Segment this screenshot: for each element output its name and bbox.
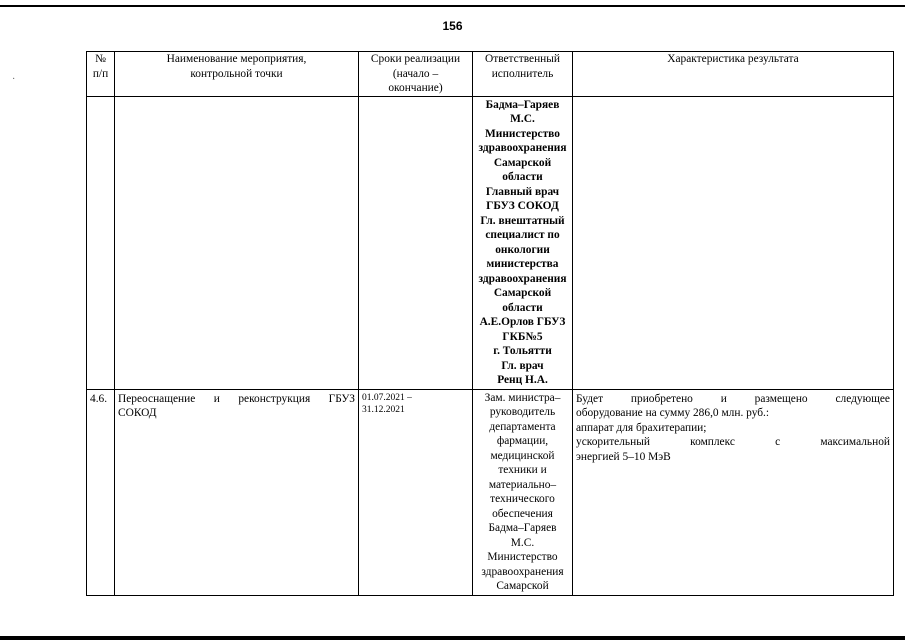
cell-name: Переоснащение и реконструкция ГБУЗ СОКОД <box>115 389 359 595</box>
page-number: 156 <box>442 19 463 33</box>
header-responsible: Ответственный исполнитель <box>473 52 573 97</box>
table-row-continued <box>87 96 894 389</box>
margin-mark: · <box>12 74 16 85</box>
cell-responsible: Зам. министра– руководитель департамента фармации, медицинской техники и материально– технического обеспечения Бадма–Гаряев М.С. Министерство здравоохранения Самарской <box>473 389 573 595</box>
cell-term-empty <box>359 96 473 389</box>
top-rule <box>0 5 905 7</box>
table-row-4-6 <box>87 389 894 595</box>
header-name: Наименование мероприятия, контрольной точки <box>115 52 359 97</box>
cell-num-empty <box>87 96 115 389</box>
cell-num: 4.6. <box>87 389 115 595</box>
cell-result: Будет приобретено и размещено следующее оборудование на сумму 286,0 млн. руб.: аппарат для брахитерапии; ускорительный комплекс с максимальной энергией 5–10 МэВ <box>573 389 894 595</box>
header-result: Характеристика результата <box>573 52 894 97</box>
cell-term: 01.07.2021 – 31.12.2021 <box>359 389 473 595</box>
cell-result-empty <box>573 96 894 389</box>
cell-name-empty <box>115 96 359 389</box>
activities-table <box>86 51 894 596</box>
header-row <box>87 52 894 97</box>
bottom-rule <box>0 636 905 640</box>
header-num: № п/п <box>87 52 115 97</box>
header-term: Сроки реализации (начало – окончание) <box>359 52 473 97</box>
cell-responsible-continued: Бадма–Гаряев М.С. Министерство здравоохранения Самарской области Главный врач ГБУЗ СОКОД Гл. внештатный специалист по онкологии министерства здравоохранения Самарской области А.Е.Орлов ГБУЗ ГКБ№5 г. Тольятти Гл. врач Ренц Н.А. <box>473 96 573 389</box>
